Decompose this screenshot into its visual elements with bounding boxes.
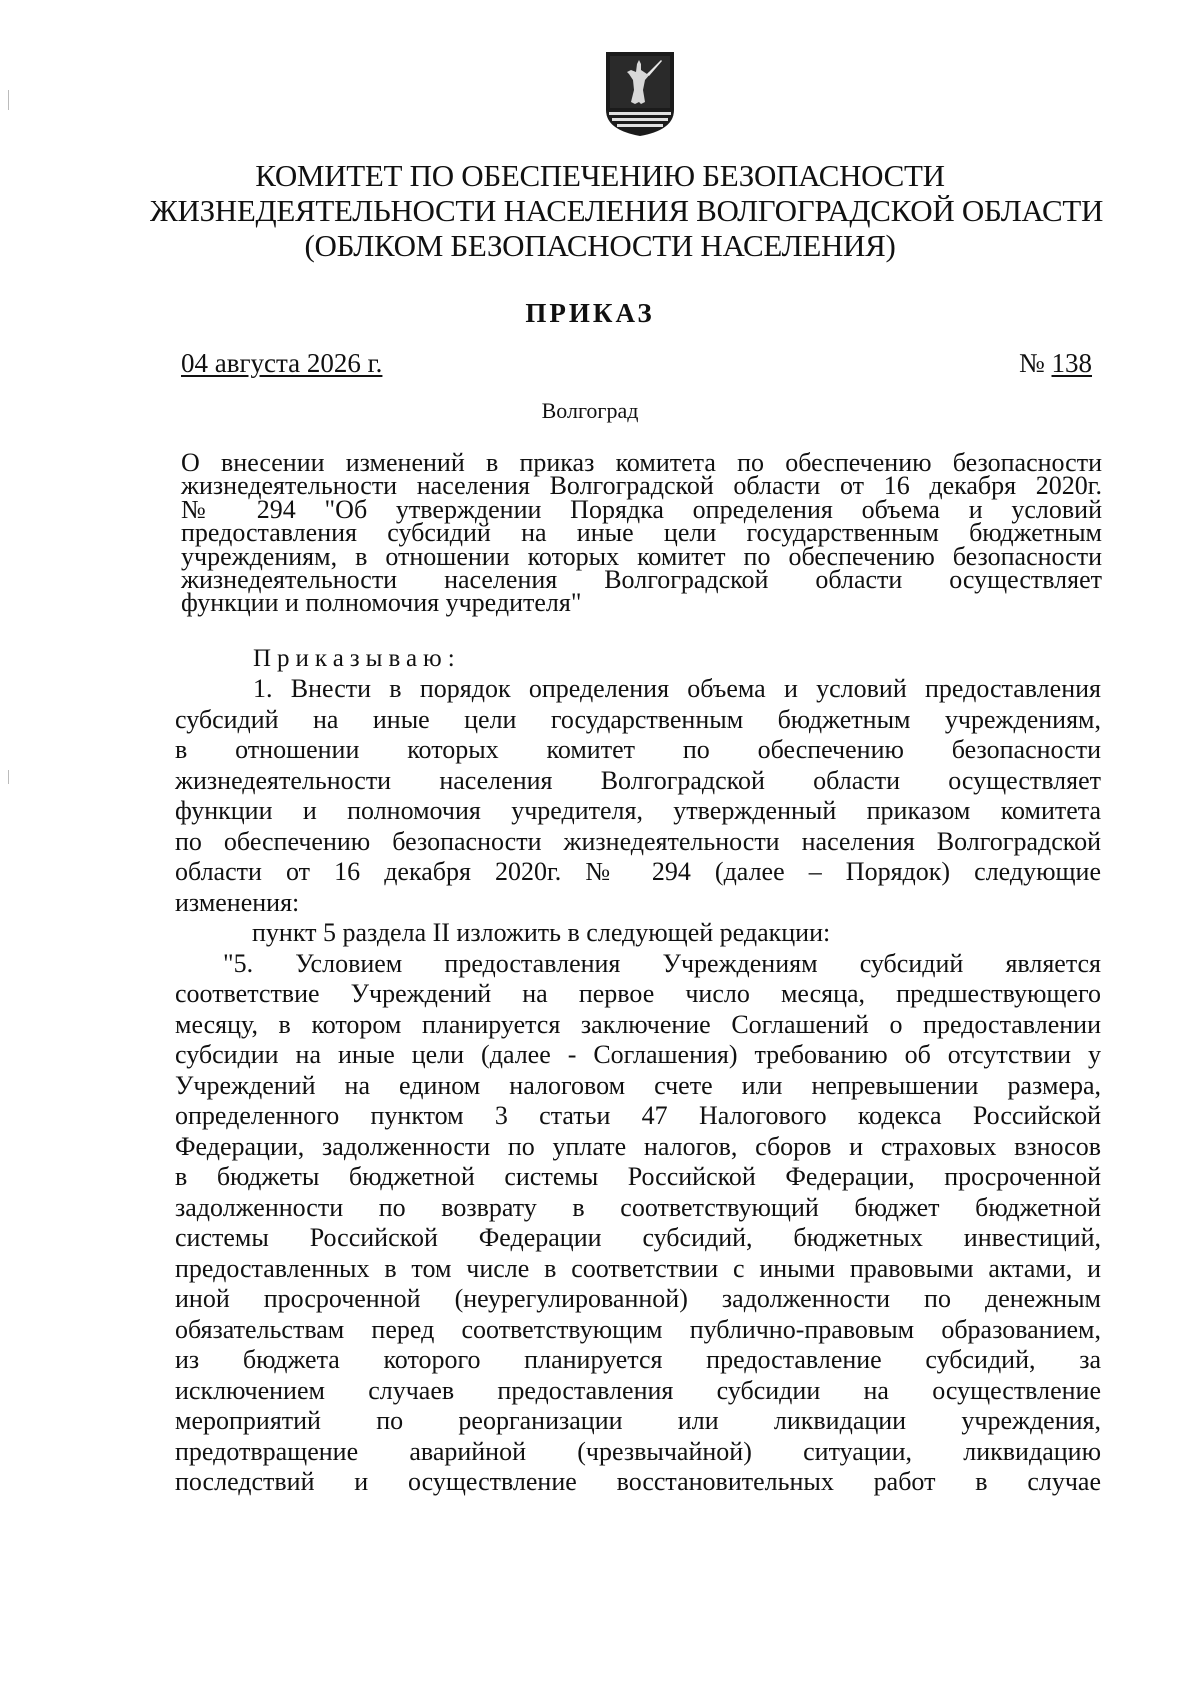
subject-line: жизнедеятельности населения Волгоградской области от 16 декабря 2020г. xyxy=(181,471,1102,501)
document-number xyxy=(1019,348,1092,379)
document-subject xyxy=(181,448,1102,618)
body-line: функции и полномочия учредителя, утвержденный приказом комитета xyxy=(175,796,1101,825)
body-line: субсидий на иные цели государственным бюджетным учреждениям, xyxy=(175,704,1101,734)
body-line: исключением случаев предоставления субсидии на осуществление xyxy=(175,1375,1101,1405)
body-line: по обеспечению безопасности жизнедеятельности населения Волгоградской xyxy=(175,826,1101,856)
body-line: мероприятий по реорганизации или ликвидации учреждения, xyxy=(175,1406,1101,1435)
body-line: соответствие Учреждений на первое число месяца, предшествующего xyxy=(175,979,1101,1008)
body-line: иной просроченной (неурегулированной) задолженности по денежным xyxy=(175,1284,1101,1313)
body-line: Федерации, задолженности по уплате налогов, сборов и страховых взносов xyxy=(175,1131,1101,1161)
subject-line: О внесении изменений в приказ комитета по обеспечению безопасности xyxy=(181,448,1102,477)
scan-margin-mark xyxy=(8,90,9,110)
body-line: изменения: xyxy=(175,887,300,917)
body-line: месяцу, в котором планируется заключение Соглашений о предоставлении xyxy=(175,1009,1101,1039)
body-line: "5. Условием предоставления Учреждениям субсидий является xyxy=(223,948,1101,978)
body-line: из бюджета которого планируется предоставление субсидий, за xyxy=(175,1345,1101,1374)
city: Волгоград xyxy=(541,398,639,423)
body-line: субсидии на иные цели (далее - Соглашения) требованию об отсутствии у xyxy=(175,1040,1101,1069)
scan-margin-mark xyxy=(8,770,9,784)
body-line: последствий и осуществление восстановительных работ в случае xyxy=(175,1467,1101,1496)
body-line: определенного пунктом 3 статьи 47 Налогового кодекса Российской xyxy=(175,1101,1101,1130)
subject-line: функции и полномочия учредителя" xyxy=(181,588,582,618)
body-line: обязательствам перед соответствующим публично-правовым образованием, xyxy=(175,1314,1101,1344)
coat-of-arms-icon xyxy=(603,50,677,138)
document-body xyxy=(175,674,1101,1498)
body-line: 1. Внести в порядок определения объема и условий предоставления xyxy=(253,674,1101,703)
document-date: 04 августа 2026 г. xyxy=(181,348,383,378)
body-line: в бюджеты бюджетной системы Российской Федерации, просроченной xyxy=(175,1162,1101,1191)
subject-line: учреждениям, в отношении которых комитет по обеспечению безопасности xyxy=(181,541,1102,571)
body-line: пункт 5 раздела II изложить в следующей редакции: xyxy=(252,918,831,947)
body-line: Учреждений на едином налоговом счете или непревышении размера, xyxy=(175,1070,1101,1100)
body-line: системы Российской Федерации субсидий, бюджетных инвестиций, xyxy=(175,1223,1101,1252)
org-line: (ОБЛКОМ БЕЗОПАСНОСТИ НАСЕЛЕНИЯ) xyxy=(304,228,896,263)
organization-name xyxy=(150,158,1104,263)
body-line: области от 16 декабря 2020г. № 294 (далее – Порядок) следующие xyxy=(175,857,1101,886)
body-line: в отношении которых комитет по обеспечению безопасности xyxy=(175,735,1101,764)
number-prefix: № xyxy=(1018,348,1045,378)
order-word: Приказываю: xyxy=(253,645,461,672)
org-line: ЖИЗНЕДЕЯТЕЛЬНОСТИ НАСЕЛЕНИЯ ВОЛГОГРАДСКОЙ ОБЛАСТИ xyxy=(150,193,1104,228)
number-value: 138 xyxy=(1051,348,1092,378)
body-line: жизнедеятельности населения Волгоградской области осуществляет xyxy=(175,765,1101,795)
document-type: ПРИКАЗ xyxy=(525,298,655,328)
subject-line: предоставления субсидий на иные цели государственным бюджетным xyxy=(181,518,1102,548)
org-line: КОМИТЕТ ПО ОБЕСПЕЧЕНИЮ БЕЗОПАСНОСТИ xyxy=(255,158,945,193)
subject-line: № 294 "Об утверждении Порядка определения объема и условий xyxy=(181,494,1102,524)
body-line: предотвращение аварийной (чрезвычайной) ситуации, ликвидацию xyxy=(175,1436,1101,1466)
body-line: задолженности по возврату в соответствующий бюджет бюджетной xyxy=(175,1192,1101,1222)
body-line: предоставленных в том числе в соответствии с иными правовыми актами, и xyxy=(175,1253,1101,1283)
subject-line: жизнедеятельности населения Волгоградской области осуществляет xyxy=(181,565,1102,595)
